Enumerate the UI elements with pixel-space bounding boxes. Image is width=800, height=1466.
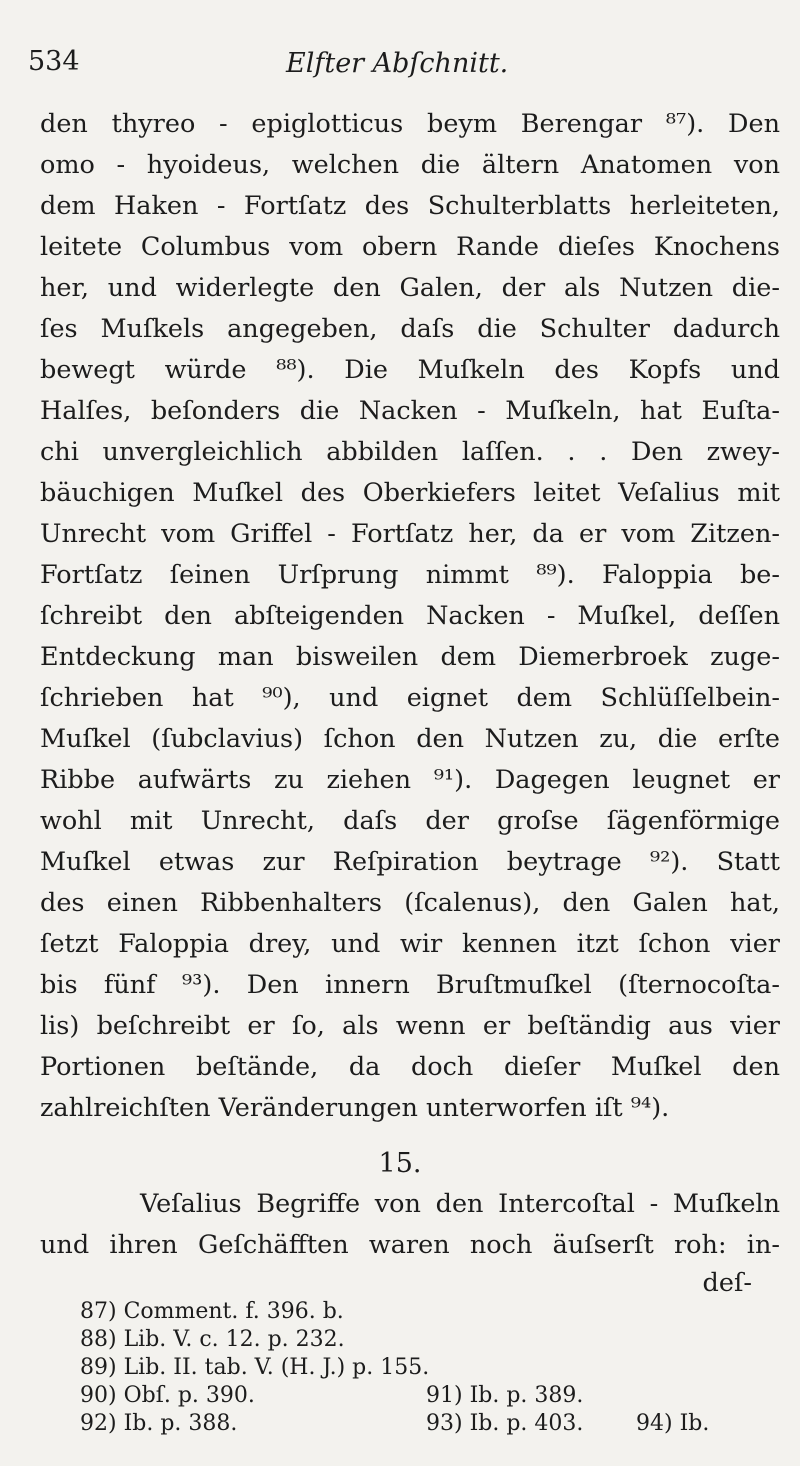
text-line: Entdeckung man bisweilen dem Diemerbroek zuge- [40, 642, 780, 672]
footnote: 92) Ib. p. 388. [80, 1411, 238, 1436]
text-line: dem Haken - Fortſatz des Schulterblatts herleiteten, [40, 191, 780, 221]
footnote: 91) Ib. p. 389. [426, 1383, 584, 1408]
text-line: ſetzt Faloppia drey, und wir kennen itzt ſchon vier [40, 929, 780, 959]
text-line: Veſalius Begriffe von den Intercoſtal - Muſkeln [140, 1189, 780, 1219]
text-line: Halſes, beſonders die Nacken - Muſkeln, hat Euſta- [40, 396, 780, 426]
text-line: omo - hyoideus, welchen die ältern Anatomen von [40, 150, 780, 180]
text-line: her, und widerlegte den Galen, der als Nutzen die- [40, 273, 780, 303]
text-line: Muſkel (ſubclavius) ſchon den Nutzen zu, die erſte [40, 724, 780, 754]
text-line: und ihren Geſchäfften waren noch äuſserſt roh: in- [40, 1230, 780, 1260]
page-header [28, 38, 772, 88]
section-paragraph [40, 1184, 780, 1266]
text-line: ſchrieben hat ⁹⁰), und eignet dem Schlüſſelbein- [40, 683, 780, 713]
footnote: 90) Obſ. p. 390. [80, 1383, 255, 1408]
text-line: Unrecht vom Griffel - Fortſatz her, da er vom Zitzen- [40, 519, 780, 549]
footnote: 94) Ib. [636, 1411, 710, 1436]
text-line: zahlreichſten Veränderungen unterworfen iſt ⁹⁴). [40, 1093, 670, 1123]
footnote: 87) Comment. f. 396. b. [80, 1299, 344, 1324]
text-line: bewegt würde ⁸⁸). Die Muſkeln des Kopfs und [40, 355, 780, 385]
text-line: Portionen beſtände, da doch dieſer Muſkel den [40, 1052, 780, 1082]
footnotes [80, 1298, 760, 1438]
running-title: Elfter Abſchnitt. [286, 48, 509, 79]
main-text [40, 104, 780, 1129]
text-line: wohl mit Unrecht, daſs der groſse ſägenförmige [40, 806, 780, 836]
text-line: des einen Ribbenhalters (ſcalenus), den Galen hat, [40, 888, 780, 918]
text-line: ſchreibt den abſteigenden Nacken - Muſkel, deſſen [40, 601, 780, 631]
footnote: 89) Lib. II. tab. V. (H. J.) p. 155. [80, 1355, 430, 1380]
text-line: leitete Columbus vom obern Rande dieſes Knochens [40, 232, 780, 262]
text-line: bis fünf ⁹³). Den innern Bruſtmuſkel (ſternocoſta- [40, 970, 780, 1000]
footnote: 88) Lib. V. c. 12. p. 232. [80, 1327, 345, 1352]
text-line: ſes Muſkels angegeben, daſs die Schulter dadurch [40, 314, 780, 344]
text-line: chi unvergleichlich abbilden laſſen. . . Den zwey- [40, 437, 780, 467]
text-line: den thyreo - epiglotticus beym Berengar ⁸⁷). Den [40, 109, 780, 139]
footnote: 93) Ib. p. 403. [426, 1411, 584, 1436]
text-line: Muſkel etwas zur Reſpiration beytrage ⁹²). Statt [40, 847, 780, 877]
text-line: bäuchigen Muſkel des Oberkiefers leitet Veſalius mit [40, 478, 780, 508]
text-line: Fortſatz ſeinen Urſprung nimmt ⁸⁹). Faloppia be- [40, 560, 780, 590]
section-number: 15. [378, 1148, 422, 1179]
catchword: deſ- [702, 1268, 752, 1298]
text-line: lis) beſchreibt er ſo, als wenn er beſtändig aus vier [40, 1011, 780, 1041]
page-number: 534 [28, 46, 80, 77]
text-line: Ribbe aufwärts zu ziehen ⁹¹). Dagegen leugnet er [40, 765, 780, 795]
